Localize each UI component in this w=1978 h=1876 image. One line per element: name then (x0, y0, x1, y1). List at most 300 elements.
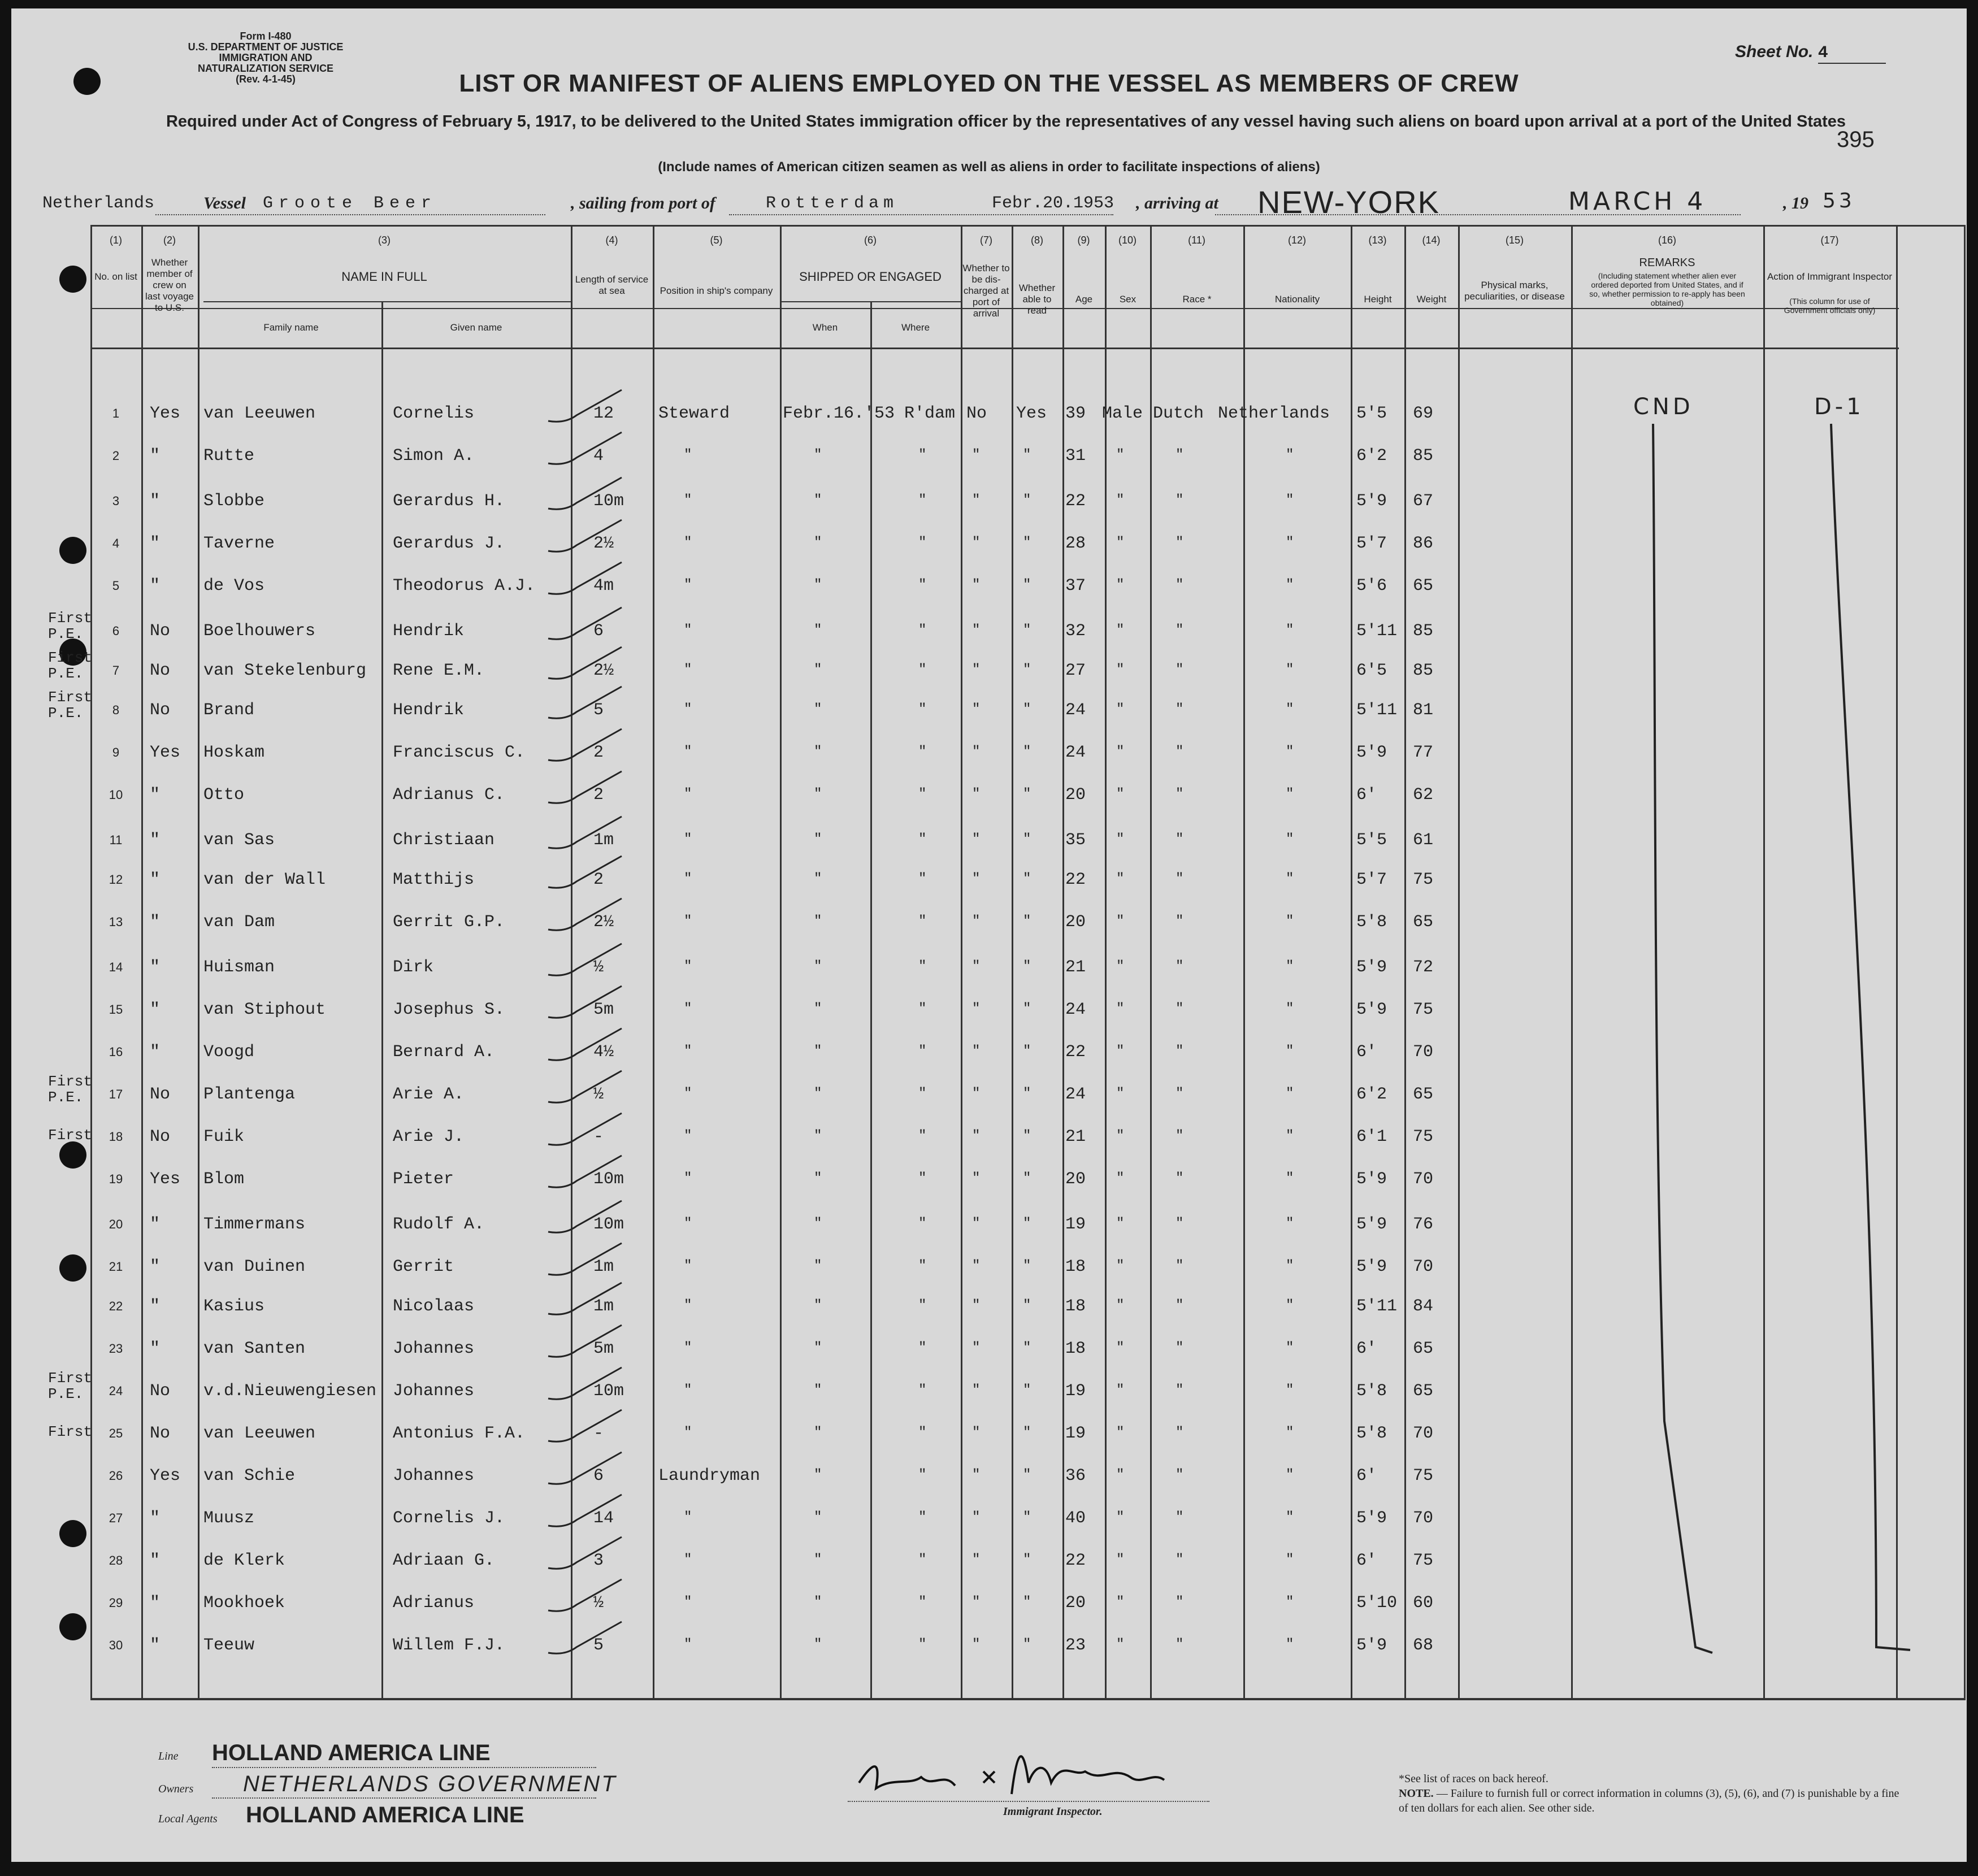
col-header-when: When (812, 322, 838, 333)
cell-service: 12 (593, 404, 614, 423)
cell-last-voyage: " (150, 1509, 161, 1528)
ditto-mark: " (1286, 1383, 1294, 1398)
cell-no: 24 (109, 1384, 123, 1398)
cell-height: 5'9 (1356, 1636, 1387, 1655)
cell-height: 6'2 (1356, 446, 1387, 466)
cell-given-name: Hendrik (393, 622, 465, 641)
owners-label: Owners (158, 1783, 194, 1795)
cell-service: 6 (593, 1466, 604, 1486)
cell-last-voyage: " (150, 1636, 161, 1655)
cell-height: 6'2 (1356, 1085, 1387, 1104)
cell-weight: 86 (1413, 534, 1434, 553)
ditto-mark: " (684, 1001, 692, 1017)
col-header-read: Whether able to read (1018, 283, 1056, 316)
handwritten-marks (11, 8, 1967, 1862)
cell-family-name: Blom (203, 1170, 245, 1189)
cell-weight: 85 (1413, 446, 1434, 466)
ditto-mark: " (814, 1340, 822, 1356)
cell-age: 18 (1065, 1339, 1086, 1358)
ditto-mark: " (814, 959, 822, 974)
ditto-mark: " (1023, 914, 1031, 929)
ditto-mark: " (1286, 744, 1294, 759)
page-title: LIST OR MANIFEST OF ALIENS EMPLOYED ON THE VESSEL AS MEMBERS OF CREW (459, 70, 1519, 97)
stamp-number: 395 (1837, 127, 1875, 152)
cell-last-voyage: " (150, 1339, 161, 1358)
cell-age: 24 (1065, 743, 1086, 762)
cell-service: 2½ (593, 913, 614, 932)
cell-height: 6' (1356, 785, 1377, 805)
cell-family-name: Rutte (203, 446, 255, 466)
ditto-mark: " (918, 1510, 927, 1525)
race: Dutch (1153, 404, 1204, 423)
inspector-label: Immigrant Inspector. (1003, 1805, 1103, 1818)
cell-age: 21 (1065, 1127, 1086, 1147)
line-label: Line (158, 1750, 179, 1762)
cell-age: 21 (1065, 958, 1086, 977)
cell-height: 5'5 (1356, 404, 1387, 423)
ditto-mark: " (1023, 493, 1031, 508)
cell-height: 5'10 (1356, 1593, 1398, 1613)
ditto-mark: " (684, 1171, 692, 1186)
check-tick (543, 814, 633, 859)
cell-given-name: Adriaan G. (393, 1551, 495, 1570)
ditto-mark: " (1023, 1298, 1031, 1313)
cell-weight: 85 (1413, 622, 1434, 641)
cell-given-name: Theodorus A.J. (393, 576, 536, 596)
check-tick (543, 517, 633, 562)
ditto-mark: " (1286, 1595, 1294, 1610)
cell-given-name: Matthijs (393, 870, 475, 889)
cell-weight: 61 (1413, 831, 1434, 850)
cell-service: 3 (593, 1551, 604, 1570)
cell-weight: 69 (1413, 404, 1434, 423)
check-tick (543, 429, 633, 475)
ditto-mark: " (918, 1258, 927, 1274)
col-header-age: Age (1075, 294, 1093, 305)
sheet-label: Sheet No. (1735, 42, 1814, 61)
ditto-mark: " (918, 1425, 927, 1440)
cell-family-name: Taverne (203, 534, 275, 553)
cell-height: 5'11 (1356, 622, 1398, 641)
ditto-mark: " (1175, 1637, 1184, 1652)
cell-age: 19 (1065, 1382, 1086, 1401)
arriving-label: , arriving at (1136, 194, 1218, 212)
ditto-mark: " (1286, 1340, 1294, 1356)
cell-height: 5'9 (1356, 1000, 1387, 1019)
inspector-signature (848, 1732, 1187, 1811)
cell-age: 32 (1065, 622, 1086, 641)
cell-service: 5m (593, 1000, 614, 1019)
cell-height: 5'9 (1356, 958, 1387, 977)
cell-weight: 75 (1413, 1551, 1434, 1570)
ditto-mark: " (918, 1340, 927, 1356)
cell-service: 2½ (593, 661, 614, 680)
col-header-shipped: SHIPPED OR ENGAGED (799, 270, 942, 284)
cell-weight: 75 (1413, 1466, 1434, 1486)
cell-age: 23 (1065, 1636, 1086, 1655)
cell-service: - (593, 1127, 604, 1147)
ditto-mark: " (918, 448, 927, 463)
ditto-mark: " (1286, 1128, 1294, 1144)
ditto-mark: " (1286, 787, 1294, 802)
cell-family-name: Brand (203, 701, 255, 720)
col-header-given: Given name (450, 322, 502, 333)
ditto-mark: " (972, 1001, 981, 1017)
ditto-mark: " (1116, 662, 1125, 678)
cell-weight: 65 (1413, 1382, 1434, 1401)
cell-height: 5'7 (1356, 870, 1387, 889)
cell-age: 35 (1065, 831, 1086, 850)
check-tick (543, 941, 633, 986)
cell-no: 29 (109, 1596, 123, 1610)
ditto-mark: " (1175, 577, 1184, 593)
ditto-mark: " (1175, 1340, 1184, 1356)
ditto-mark: " (1286, 577, 1294, 593)
cell-height: 5'5 (1356, 831, 1387, 850)
ditto-mark: " (814, 1595, 822, 1610)
cell-service: 2 (593, 743, 604, 762)
col-header-remarks-sub: (Including statement whether alien ever ordered deported from United States, and if so, whether permission to re-apply has been obtained) (1589, 271, 1745, 307)
ditto-mark: " (1286, 1425, 1294, 1440)
ditto-mark: " (1286, 914, 1294, 929)
ditto-mark: " (1116, 623, 1125, 638)
cell-last-voyage: Yes (150, 1466, 181, 1486)
ditto-mark: " (1175, 1001, 1184, 1017)
ditto-mark: " (814, 662, 822, 678)
ditto-mark: " (1023, 1510, 1031, 1525)
arrival-date: MARCH 4 (1568, 187, 1707, 216)
ditto-mark: " (972, 535, 981, 550)
cell-position: Laundryman (658, 1466, 761, 1486)
cell-service: 5 (593, 1636, 604, 1655)
line-value: HOLLAND AMERICA LINE (212, 1740, 491, 1765)
cell-height: 5'8 (1356, 913, 1387, 932)
ditto-mark: " (918, 623, 927, 638)
ditto-mark: " (918, 871, 927, 887)
ditto-mark: " (814, 914, 822, 929)
cell-service: 14 (593, 1509, 614, 1528)
ditto-mark: " (918, 493, 927, 508)
cell-no: 14 (109, 960, 123, 974)
col-header-where: Where (901, 322, 930, 333)
cell-given-name: Johannes (393, 1466, 475, 1486)
check-tick (543, 1240, 633, 1286)
check-tick (543, 1492, 633, 1537)
ditto-mark: " (814, 623, 822, 638)
ditto-mark: " (972, 1510, 981, 1525)
col-header-race: Race * (1182, 294, 1212, 305)
cell-given-name: Pieter (393, 1170, 454, 1189)
ditto-mark: " (1286, 448, 1294, 463)
ditto-mark: " (1023, 535, 1031, 550)
ditto-mark: " (814, 577, 822, 593)
cell-no: 10 (109, 788, 123, 802)
ditto-mark: " (972, 914, 981, 929)
cell-weight: 76 (1413, 1215, 1434, 1234)
ditto-mark: " (1286, 1216, 1294, 1231)
cell-weight: 65 (1413, 576, 1434, 596)
cell-service: 1m (593, 831, 614, 850)
ditto-mark: " (814, 702, 822, 717)
check-tick (543, 853, 633, 898)
cell-height: 6'1 (1356, 1127, 1387, 1147)
ditto-mark: " (918, 959, 927, 974)
ditto-mark: " (972, 623, 981, 638)
cell-last-voyage: No (150, 1085, 171, 1104)
cell-age: 27 (1065, 661, 1086, 680)
cell-service: 10m (593, 1382, 624, 1401)
cell-given-name: Josephus S. (393, 1000, 505, 1019)
cell-weight: 70 (1413, 1170, 1434, 1189)
check-tick (543, 387, 633, 432)
check-tick (543, 644, 633, 689)
cell-weight: 70 (1413, 1509, 1434, 1528)
ditto-mark: " (684, 535, 692, 550)
ditto-mark: " (814, 871, 822, 887)
check-tick (543, 726, 633, 771)
ditto-mark: " (1286, 1552, 1294, 1567)
ditto-mark: " (814, 1298, 822, 1313)
cell-last-voyage: " (150, 1000, 161, 1019)
ditto-mark: " (1116, 577, 1125, 593)
cell-weight: 72 (1413, 958, 1434, 977)
cell-height: 5'8 (1356, 1424, 1387, 1443)
ditto-mark: " (1286, 1637, 1294, 1652)
cell-family-name: van Stiphout (203, 1000, 326, 1019)
ditto-mark: " (918, 1044, 927, 1059)
ditto-mark: " (918, 744, 927, 759)
ditto-mark: " (918, 535, 927, 550)
ditto-mark: " (1116, 1086, 1125, 1101)
cell-last-voyage: Yes (150, 1170, 181, 1189)
ditto-mark: " (1023, 1552, 1031, 1567)
cell-weight: 84 (1413, 1297, 1434, 1316)
cell-given-name: Rudolf A. (393, 1215, 485, 1234)
cell-weight: 70 (1413, 1043, 1434, 1062)
check-tick (543, 1449, 633, 1495)
cell-last-voyage: " (150, 870, 161, 889)
cell-given-name: Cornelis J. (393, 1509, 505, 1528)
ditto-mark: " (814, 1216, 822, 1231)
cell-family-name: van Duinen (203, 1257, 306, 1276)
cell-weight: 65 (1413, 913, 1434, 932)
ditto-mark: " (1116, 744, 1125, 759)
cell-given-name: Dirk (393, 958, 434, 977)
cell-last-voyage: " (150, 831, 161, 850)
check-tick (543, 1153, 633, 1198)
cell-no: 27 (109, 1511, 123, 1525)
cell-family-name: van Santen (203, 1339, 306, 1358)
ditto-mark: " (1175, 1425, 1184, 1440)
ditto-mark: " (918, 1216, 927, 1231)
ditto-mark: " (972, 1425, 981, 1440)
cell-service: 2½ (593, 534, 614, 553)
ditto-mark: " (684, 1044, 692, 1059)
note-label: NOTE. (1399, 1787, 1434, 1800)
ditto-mark: " (684, 1637, 692, 1652)
cell-family-name: van Schie (203, 1466, 296, 1486)
crew-table: (1) (2) (3) (4) (5) (6) (7) (8) (9) (10) (11) (12) (13) (14) (15) (16) (17) No. on list Whether member of crew on last voyage to U.S. NAME IN FULL Family name Given name Length of service at sea Position in ship's company SHIPPED OR ENGAGED When Where Whether to be dis-charged at port of arrival Whether able to read Age Sex Race * Nationality Height Weight Physical marks, peculiarities, or disease REMARKS (Including statement whether alien ever ordered deported from United States, and if so, whether permission to re-apply has been obtained) Action of Immigrant Inspector (This column for use of Government officials only) Steward Febr.16.'53 R'dam No Yes Male Dutch Netherlands CND D-1 1 Yes van Leeuwen Cornelis 12 39 5'5 69 2 " Rutte Simon A. 4 31 6'2 85 " " " " " " " " 3 " Slobbe Gerardus H. 10m 22 5'9 67 " " " " " " " " 4 " Taverne Gerardus J. 2½ 28 5'7 86 " " " " " " " " 5 " de Vos Theodorus A.J. 4m 37 5'6 65 " " " " " " " " 6 No Boelhouwers Hendrik 6 32 5'11 85 " " " " " " " " First P.E. 7 No van Stekelenburg Rene E.M. 2½ 27 6'5 85 " " " " " " " " First P.E. 8 No Brand Hendrik 5 24 5'11 81 " " " " " " " " First P.E. 9 Yes Hoskam Franciscus C. 2 24 5'9 77 " " " " " " " " 10 " Otto Adrianus C. 2 20 6' 62 " " " " " " " " 11 " van Sas Christiaan 1m 35 5'5 61 " " " " " " " " 12 " van der Wall Matthijs 2 22 5'7 75 " " " " " " " " 13 " van Dam Gerrit G.P. 2½ 20 5'8 65 " " " " " " " " 14 " Huisman Dirk ½ 21 5'9 72 " " " " " " " " 15 " van Stiphout Josephus S. 5m 24 5'9 75 " " " " " " " " 16 " Voogd Bernard A. 4½ 22 6' 70 " " " " " " " " 17 No Plantenga Arie A. ½ 24 6'2 65 " " " " " " " " First P.E. 18 No Fuik Arie J. - 21 6'1 75 " " " " " " " " First 19 Yes Blom Pieter 10m 20 5'9 70 " " " " " " " " 20 " Timmermans Rudolf A. 10m 19 5'9 76 " " " " " " " " 21 " van Duinen Gerrit 1m 18 5'9 70 " " " " " " " " 22 " Kasius Nicolaas 1m 18 5'11 84 " " " " " " " " 23 " van Santen Johannes 5m 18 6' 65 " " " " " " " " 24 No v.d.Nieuwengiesen Johannes 10m 19 5'8 65 " " " " " " " " First P.E. 25 No van Leeuwen Antonius F.A. - 19 5'8 70 " " " " " " " " First 26 Yes van Schie Johannes 6 36 6' 75 Laundryman " " " " " " " 27 " Muusz Cornelis J. 14 40 5'9 70 " " " " " " " " 28 " de Klerk Adriaan G. 3 22 6' 75 " " " " " " " " 29 " Mookhoek Adrianus ½ 20 5'10 60 " " " " " " " " 30 " Teeuw Willem F.J. 5 23 5'9 68 " " " " " " " " (11, 8, 1967, 1862)
note-text: — Failure to furnish full or correct information in columns (3), (5), (6), and (7) is punishable by a fine of ten dollars for each alien. See other side. (1399, 1787, 1899, 1814)
cell-weight: 75 (1413, 1127, 1434, 1147)
ditto-mark: " (684, 1340, 692, 1356)
cell-last-voyage: " (150, 1043, 161, 1062)
cell-last-voyage: " (150, 534, 161, 553)
ditto-mark: " (1286, 1171, 1294, 1186)
ditto-mark: " (684, 1086, 692, 1101)
departure-port: Rotterdam (766, 194, 899, 213)
ditto-mark: " (1116, 1595, 1125, 1610)
ditto-mark: " (1116, 1001, 1125, 1017)
cell-no: 5 (112, 579, 120, 593)
ditto-mark: " (972, 577, 981, 593)
cell-height: 5'9 (1356, 1170, 1387, 1189)
cell-family-name: van Leeuwen (203, 1424, 316, 1443)
ditto-mark: " (1175, 702, 1184, 717)
ditto-mark: " (1116, 1258, 1125, 1274)
cell-given-name: Gerrit G.P. (393, 913, 505, 932)
ditto-mark: " (1175, 959, 1184, 974)
ditto-mark: " (918, 914, 927, 929)
year: 53 (1823, 189, 1855, 212)
cell-height: 5'9 (1356, 1509, 1387, 1528)
cell-no: 11 (109, 833, 123, 847)
form-number: Form I-480 (240, 31, 292, 42)
ditto-mark: " (814, 1552, 822, 1567)
col-header-height: Height (1364, 294, 1392, 305)
ditto-mark: " (814, 832, 822, 847)
cell-given-name: Gerardus J. (393, 534, 505, 553)
margin-note: First P.E. (48, 1370, 93, 1402)
ditto-mark: " (1175, 787, 1184, 802)
vessel-name: Groote Beer (263, 194, 437, 213)
cell-last-voyage: " (150, 446, 161, 466)
cell-last-voyage: No (150, 1424, 171, 1443)
ditto-mark: " (1023, 1128, 1031, 1144)
cell-no: 18 (109, 1130, 123, 1144)
ditto-mark: " (972, 493, 981, 508)
cell-service: 4½ (593, 1043, 614, 1062)
cell-height: 6' (1356, 1466, 1377, 1486)
ditto-mark: " (1175, 662, 1184, 678)
check-tick (543, 605, 633, 650)
ditto-mark: " (918, 1086, 927, 1101)
ditto-mark: " (1023, 1340, 1031, 1356)
ditto-mark: " (1116, 1637, 1125, 1652)
cell-last-voyage: " (150, 1215, 161, 1234)
cell-given-name: Antonius F.A. (393, 1424, 526, 1443)
cell-service: 6 (593, 622, 604, 641)
cell-given-name: Johannes (393, 1339, 475, 1358)
ditto-mark: " (972, 1595, 981, 1610)
cell-height: 6' (1356, 1339, 1377, 1358)
ditto-mark: " (1116, 702, 1125, 717)
cell-family-name: Hoskam (203, 743, 265, 762)
ditto-mark: " (1116, 787, 1125, 802)
department: U.S. DEPARTMENT OF JUSTICE (188, 41, 344, 53)
sheet-value: 4 (1818, 44, 1886, 64)
cell-family-name: van Sas (203, 831, 275, 850)
check-tick (543, 1068, 633, 1113)
cell-weight: 70 (1413, 1424, 1434, 1443)
ditto-mark: " (972, 1467, 981, 1483)
ditto-mark: " (814, 1510, 822, 1525)
departure-date: Febr.20.1953 (992, 194, 1114, 213)
margin-note: First P.E. (48, 610, 93, 642)
ditto-mark: " (1116, 1467, 1125, 1483)
ditto-mark: " (1286, 1044, 1294, 1059)
cell-no: 6 (112, 624, 120, 638)
ditto-mark: " (1175, 1383, 1184, 1398)
cell-height: 6'5 (1356, 661, 1387, 680)
ditto-mark: " (972, 1552, 981, 1567)
cell-given-name: Arie A. (393, 1085, 465, 1104)
cell-last-voyage: " (150, 576, 161, 596)
check-tick (543, 1407, 633, 1452)
cell-no: 20 (109, 1217, 123, 1231)
ditto-mark: " (684, 1510, 692, 1525)
check-tick (543, 475, 633, 520)
cell-service: 10m (593, 1215, 624, 1234)
ditto-mark: " (1286, 1510, 1294, 1525)
ditto-mark: " (1116, 1044, 1125, 1059)
ditto-mark: " (814, 493, 822, 508)
cell-no: 7 (112, 663, 120, 678)
cell-given-name: Franciscus C. (393, 743, 526, 762)
cell-last-voyage: " (150, 913, 161, 932)
check-tick (543, 684, 633, 729)
ditto-mark: " (1116, 1552, 1125, 1567)
ditto-mark: " (1175, 871, 1184, 887)
ditto-mark: " (1286, 871, 1294, 887)
cell-no: 15 (109, 1002, 123, 1017)
cell-given-name: Willem F.J. (393, 1636, 505, 1655)
ditto-mark: " (1175, 535, 1184, 550)
col-header-name: NAME IN FULL (341, 270, 427, 284)
cell-given-name: Simon A. (393, 446, 475, 466)
ditto-mark: " (1116, 914, 1125, 929)
cell-height: 5'9 (1356, 743, 1387, 762)
col-header-family: Family name (263, 322, 319, 333)
cell-weight: 62 (1413, 785, 1434, 805)
ditto-mark: " (1175, 1467, 1184, 1483)
cell-last-voyage: " (150, 492, 161, 511)
ditto-mark: " (1116, 493, 1125, 508)
ditto-mark: " (972, 1298, 981, 1313)
ditto-mark: " (1023, 871, 1031, 887)
cell-given-name: Arie J. (393, 1127, 465, 1147)
cell-service: 4 (593, 446, 604, 466)
ditto-mark: " (684, 871, 692, 887)
ditto-mark: " (684, 959, 692, 974)
cell-family-name: van Stekelenburg (203, 661, 367, 680)
cell-family-name: Plantenga (203, 1085, 296, 1104)
cell-given-name: Nicolaas (393, 1297, 475, 1316)
cell-height: 5'9 (1356, 1215, 1387, 1234)
cell-height: 6' (1356, 1043, 1377, 1062)
cell-weight: 65 (1413, 1085, 1434, 1104)
cell-family-name: Otto (203, 785, 245, 805)
ditto-mark: " (1116, 1425, 1125, 1440)
cell-given-name: Adrianus (393, 1593, 475, 1613)
cell-no: 30 (109, 1638, 123, 1652)
cell-service: ½ (593, 1593, 604, 1613)
cell-no: 28 (109, 1553, 123, 1567)
subnote: (Include names of American citizen seamen as well as aliens in order to facilitate inspections of aliens) (658, 159, 1320, 175)
cell-no: 22 (109, 1299, 123, 1313)
ditto-mark: " (1023, 1383, 1031, 1398)
ditto-mark: " (918, 1637, 927, 1652)
